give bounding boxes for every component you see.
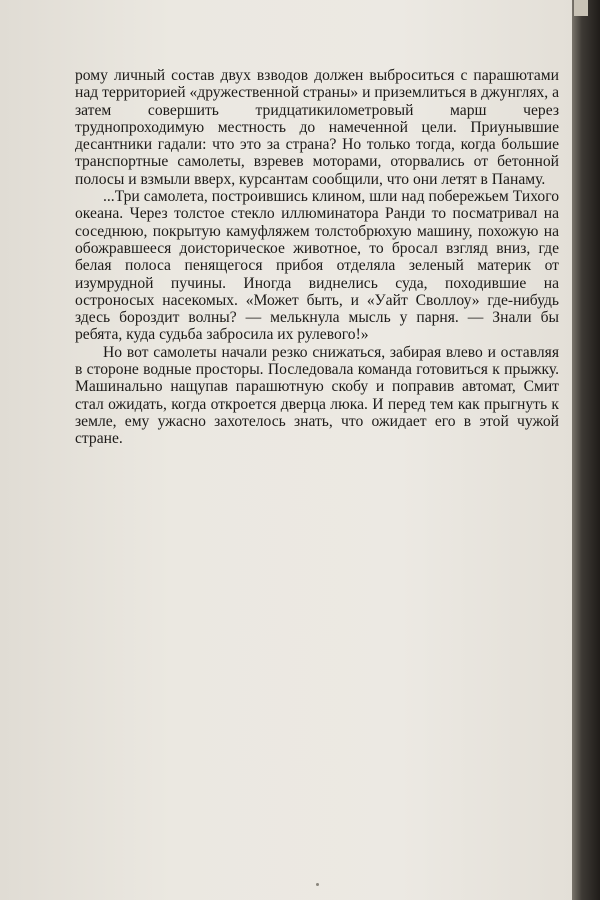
- paragraph-2: ...Три самолета, построившись клином, шли над побережьем Тихого океана. Через толстое стекло иллюминатора Ранди то посматривал на соседнюю, покрытую камуфляжем толстобрюхую машину, похожую на обожравшееся доисторическое животное, то бросал взгляд вниз, где белая полоса пенящегося прибоя отделяла зеленый материк от изумрудной пучины. Иногда виднелись суда, походившие на остроносых насекомых. «Может быть, и «Уайт Своллоу» где-нибудь здесь бороздит волны? — мелькнула мысль у парня. — Знали бы ребята, куда судьба забросила их рулевого!»: [75, 188, 559, 344]
- paragraph-3: Но вот самолеты начали резко снижаться, забирая влево и оставляя в стороне водные просторы. Последовала команда готовиться к прыжку. Машинально нащупав парашютную скобу и поправив автомат, Смит стал ожидать, когда откроется дверца люка. И перед тем как прыгнуть к земле, ему ужасно захотелось знать, что ожидает его в этой чужой стране.: [75, 343, 559, 448]
- paragraph-1: рому личный состав двух взводов должен выброситься с парашютами над территорией «дружественной страны» и приземлиться в джунглях, а затем совершить тридцатикилометровый марш через труднопроходимую местность до намеченной цели. Приунывшие десантники гадали: что это за страна? Но только тогда, когда большие транспортные самолеты, взревев моторами, оторвались от бетонной полосы и взмыли вверх, курсантам сообщили, что они летят в Панаму.: [75, 67, 560, 188]
- spine-edge: [574, 0, 588, 16]
- page-text: [75, 67, 559, 448]
- paper-speck: [316, 883, 319, 886]
- book-spine: [572, 0, 600, 900]
